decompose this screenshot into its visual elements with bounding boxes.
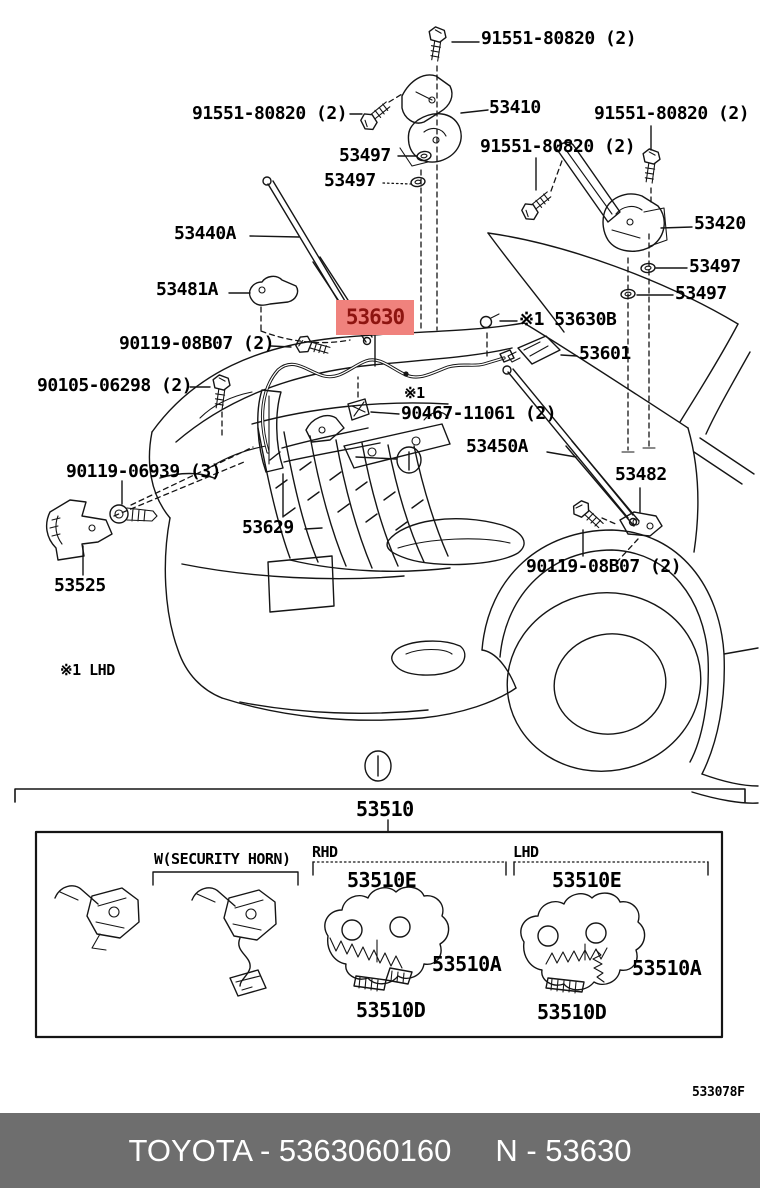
inset-note-security-horn: W(SECURITY HORN) xyxy=(154,850,291,868)
inset-lock-lhd xyxy=(521,893,645,993)
callout-53510A-lhd[interactable]: 53510A xyxy=(632,956,702,980)
callout-53510-group[interactable]: 53510 xyxy=(356,797,414,821)
callout-90105-06298[interactable]: 90105-06298 (2) xyxy=(37,375,193,396)
inset-header-rhd: RHD xyxy=(312,843,338,861)
callout-53525[interactable]: 53525 xyxy=(54,575,106,596)
callout-53630B[interactable]: ※1 53630B xyxy=(519,309,617,330)
callout-53497-d[interactable]: 53497 xyxy=(675,283,727,304)
support-bracket-53482 xyxy=(620,512,662,536)
footnote-legend-lhd: ※1 LHD xyxy=(60,661,115,679)
callout-91551-80820-left[interactable]: 91551-80820 (2) xyxy=(192,103,348,124)
callout-53420[interactable]: 53420 xyxy=(694,213,746,234)
callout-53440A[interactable]: 53440A xyxy=(174,223,237,244)
callout-91551-80820-top[interactable]: 91551-80820 (2) xyxy=(481,28,637,49)
callout-53481A[interactable]: 53481A xyxy=(156,279,219,300)
callout-90119-08B07-left[interactable]: 90119-08B07 (2) xyxy=(119,333,275,354)
bracket-53525 xyxy=(47,500,112,560)
callout-91551-80820-right[interactable]: 91551-80820 (2) xyxy=(594,103,750,124)
callout-53510E-lhd[interactable]: 53510E xyxy=(552,868,622,892)
callout-53450A[interactable]: 53450A xyxy=(466,436,529,457)
footer-part-number: TOYOTA - 5363060160 xyxy=(128,1132,452,1168)
callout-90467-11061[interactable]: 90467-11061 (2) xyxy=(401,403,557,424)
hood-hinge-53420 xyxy=(556,142,667,251)
footer-bar xyxy=(0,1113,760,1188)
callout-90119-08B07-right[interactable]: 90119-08B07 (2) xyxy=(526,556,682,577)
callout-1-marker-bottom xyxy=(365,751,391,781)
vehicle-outline xyxy=(149,233,758,803)
drawing-code: 533078F xyxy=(692,1085,745,1100)
callout-53630-highlighted[interactable]: 53630 xyxy=(336,300,414,335)
callout-53497-a[interactable]: 53497 xyxy=(339,145,391,166)
hood-hinge-53410 xyxy=(400,75,461,166)
callout-53510D-rhd[interactable]: 53510D xyxy=(356,998,426,1022)
callout-90119-06939[interactable]: 90119-06939 (3) xyxy=(66,461,222,482)
callout-90467-footnote: ※1 xyxy=(404,384,425,402)
callout-53510A-rhd[interactable]: 53510A xyxy=(432,952,502,976)
inset-lock-plain xyxy=(55,886,139,950)
callout-53601[interactable]: 53601 xyxy=(579,343,631,364)
callout-53497-c[interactable]: 53497 xyxy=(689,256,741,277)
callout-53629[interactable]: 53629 xyxy=(242,517,294,538)
inset-lock-rhd xyxy=(325,887,449,991)
callout-91551-80820-mid[interactable]: 91551-80820 (2) xyxy=(480,136,636,157)
callout-53497-b[interactable]: 53497 xyxy=(324,170,376,191)
inset-lock-security-horn xyxy=(192,888,276,996)
callout-53482[interactable]: 53482 xyxy=(615,464,667,485)
callout-53410[interactable]: 53410 xyxy=(489,97,541,118)
inset-header-lhd: LHD xyxy=(513,843,539,861)
footer-catalog-ref: N - 53630 xyxy=(495,1132,632,1168)
callout-53510D-lhd[interactable]: 53510D xyxy=(537,1000,607,1024)
callout-53510E-rhd[interactable]: 53510E xyxy=(347,868,417,892)
